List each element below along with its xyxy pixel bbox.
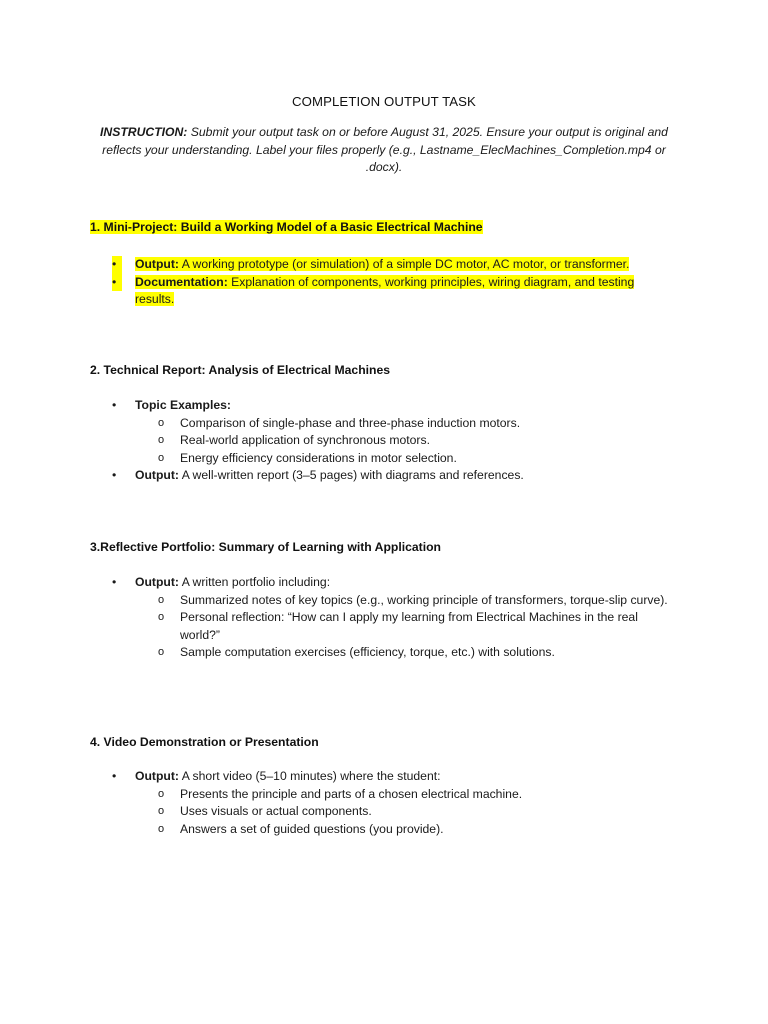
subitem-text: Presents the principle and parts of a chosen electrical machine.	[180, 786, 523, 801]
item-text: A written portfolio including:	[179, 575, 331, 589]
sub-bullet: o	[158, 822, 165, 835]
topic-examples-label: Topic Examples:	[135, 398, 231, 412]
sub-list-item	[135, 609, 670, 644]
topic-text: Real-world application of synchronous motors.	[180, 433, 430, 447]
instruction-text: Submit your output task on or before August 31, 2025. Ensure your output is original and reflects your understanding. Label your files properly (e.g., Lastname_ElecMachines_Completion.mp4 or .docx).	[102, 125, 668, 174]
topic-text: Energy efficiency considerations in motor selection.	[180, 450, 457, 465]
bullet: •	[112, 769, 117, 783]
sub-list-item	[135, 415, 670, 433]
subitem-text: Personal reflection: “How can I apply my learning from Electrical Machines in the real world?”	[180, 610, 638, 642]
item-text: A short video (5–10 minutes) where the student:	[179, 769, 441, 783]
topic-sublist	[135, 415, 670, 468]
section-1-item-1	[135, 257, 629, 271]
section-1-heading	[90, 219, 483, 237]
subitem-text: Uses visuals or actual components.	[180, 804, 372, 818]
bullet: •	[112, 575, 117, 589]
section-4-heading: 4. Video Demonstration or Presentation	[90, 735, 319, 749]
subitem-text: Sample computation exercises (efficiency, torque, etc.) with solutions.	[180, 645, 555, 659]
sub-list-item	[135, 803, 670, 821]
sub-bullet: o	[158, 434, 165, 446]
sub-bullet: o	[158, 646, 165, 658]
list-item	[90, 274, 670, 309]
sub-bullet: o	[158, 805, 165, 817]
item-label: Output:	[135, 769, 179, 783]
instruction-label: INSTRUCTION:	[100, 125, 188, 139]
topic-text: Comparison of single-phase and three-phase induction motors.	[180, 415, 521, 430]
section-1-item-2	[135, 275, 634, 307]
section-1-list	[90, 256, 670, 309]
sub-bullet: o	[158, 787, 165, 800]
sub-list-item	[135, 786, 670, 804]
sub-bullet: o	[158, 611, 165, 623]
section-1-heading-text: 1. Mini-Project: Build a Working Model of a Basic Electrical Machine	[90, 220, 483, 234]
list-item	[90, 467, 670, 485]
list-item	[90, 397, 670, 467]
sub-list-item	[135, 592, 670, 610]
section-2-list	[90, 397, 670, 485]
list-item	[90, 574, 670, 662]
bullet: •	[112, 274, 122, 292]
item-text: A working prototype (or simulation) of a simple DC motor, AC motor, or transformer.	[179, 257, 630, 271]
bullet: •	[112, 468, 117, 482]
section-2-heading: 2. Technical Report: Analysis of Electrical Machines	[90, 363, 391, 377]
item-text: Explanation of components, working principles, wiring diagram, and testing results.	[135, 274, 635, 306]
section-3-list	[90, 574, 670, 662]
sub-list-item	[135, 432, 670, 450]
bullet: •	[112, 256, 122, 274]
subitem-text: Summarized notes of key topics (e.g., working principle of transformers, torque-slip curve).	[180, 592, 668, 607]
list-item	[90, 768, 670, 838]
sub-bullet: o	[158, 593, 165, 606]
subitem-text: Answers a set of guided questions (you provide).	[180, 821, 444, 836]
instruction-paragraph	[88, 124, 680, 177]
item-label: Output:	[135, 468, 179, 482]
item-label: Documentation:	[135, 274, 228, 289]
item-text: A well-written report (3–5 pages) with diagrams and references.	[179, 468, 524, 482]
video-sublist	[135, 786, 670, 839]
item-label: Output:	[135, 257, 179, 271]
item-label: Output:	[135, 575, 179, 589]
portfolio-sublist	[135, 592, 670, 662]
sub-list-item	[135, 821, 670, 839]
sub-list-item	[135, 644, 670, 662]
sub-bullet: o	[158, 416, 165, 429]
bullet: •	[112, 398, 117, 412]
sub-bullet: o	[158, 451, 165, 464]
sub-list-item	[135, 450, 670, 468]
section-4-list	[90, 768, 670, 838]
list-item	[90, 256, 670, 274]
section-3-heading: 3.Reflective Portfolio: Summary of Learning with Application	[90, 540, 441, 554]
page-title: COMPLETION OUTPUT TASK	[292, 94, 476, 109]
